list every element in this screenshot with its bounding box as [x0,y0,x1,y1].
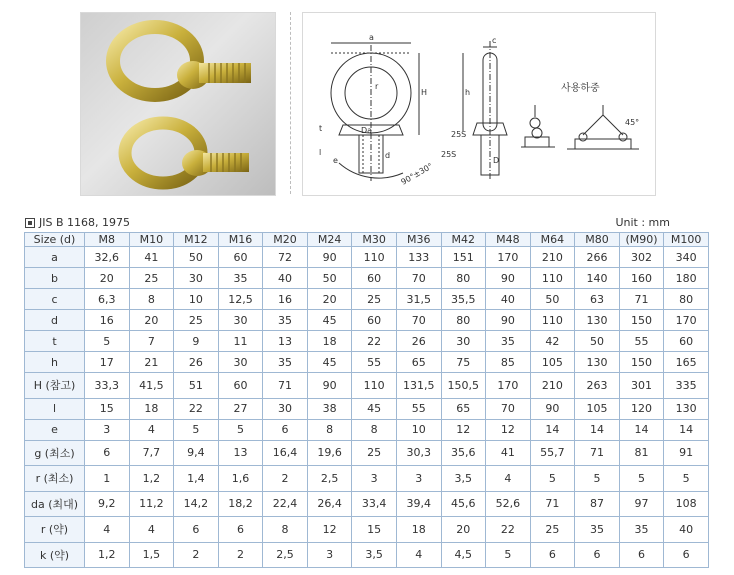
surface-25s-a: 25S [451,130,467,139]
table-cell: 5 [174,419,219,440]
table-cell: 45,6 [441,491,486,517]
corner-header: Size (d) [25,233,85,247]
table-cell: 17 [85,352,130,373]
table-cell: 35,6 [441,440,486,466]
table-cell: 14 [619,419,664,440]
row-label: d [25,310,85,331]
table-row [25,352,709,373]
table-cell: 22 [486,517,531,543]
table-cell: 3 [396,466,441,492]
row-label: a [25,247,85,268]
table-cell: 11,2 [129,491,174,517]
table-cell: 170 [486,373,531,399]
table-cell: 35,5 [441,289,486,310]
table-cell: 35 [486,331,531,352]
table-cell: 1,6 [218,466,263,492]
table-cell: 14 [575,419,620,440]
table-cell: 72 [263,247,308,268]
table-cell: 55 [352,352,397,373]
table-cell: 85 [486,352,531,373]
table-cell: 12,5 [218,289,263,310]
row-label: c [25,289,85,310]
row-label: g (최소) [25,440,85,466]
table-cell: 12 [307,517,352,543]
table-cell: 60 [664,331,709,352]
table-cell: 80 [664,289,709,310]
size-header: M80 [575,233,620,247]
table-cell: 3 [352,466,397,492]
table-cell: 18 [396,517,441,543]
table-cell: 13 [218,440,263,466]
angle-45: 45° [625,118,640,127]
table-cell: 25 [174,310,219,331]
table-cell: 35 [263,310,308,331]
table-cell: 2,5 [307,466,352,492]
size-header: (M90) [619,233,664,247]
dim-r: r [375,82,379,91]
table-cell: 151 [441,247,486,268]
table-cell: 35 [575,517,620,543]
table-cell: 70 [486,398,531,419]
table-cell: 50 [307,268,352,289]
standard-caption [25,216,130,229]
table-row [25,268,709,289]
table-cell: 15 [352,517,397,543]
row-label: r (약) [25,517,85,543]
table-cell: 90 [530,398,575,419]
table-cell: 140 [575,268,620,289]
table-cell: 5 [218,419,263,440]
table-cell: 302 [619,247,664,268]
table-cell: 8 [307,419,352,440]
table-cell: 5 [486,542,531,568]
dim-e: e [333,156,338,165]
table-cell: 9 [174,331,219,352]
table-cell: 55 [396,398,441,419]
table-cell: 31,5 [396,289,441,310]
table-cell: 70 [396,310,441,331]
table-cell: 4 [129,419,174,440]
table-cell: 38 [307,398,352,419]
table-cell: 170 [486,247,531,268]
table-cell: 1 [85,466,130,492]
size-header: M10 [129,233,174,247]
eye-bolt-drawing [303,13,655,195]
table-cell: 110 [530,310,575,331]
table-cell: 70 [396,268,441,289]
table-cell: 30,3 [396,440,441,466]
table-cell: 22 [174,398,219,419]
table-cell: 7 [129,331,174,352]
table-cell: 30 [263,398,308,419]
row-label: da (최대) [25,491,85,517]
table-cell: 8 [352,419,397,440]
table-cell: 71 [263,373,308,399]
table-cell: 12 [486,419,531,440]
table-cell: 6 [575,542,620,568]
row-label: H (참고) [25,373,85,399]
row-label: r (최소) [25,466,85,492]
table-cell: 4 [486,466,531,492]
table-cell: 80 [441,268,486,289]
table-cell: 50 [530,289,575,310]
table-cell: 35 [218,268,263,289]
dim-angle: 90°±30° [399,161,435,187]
table-cell: 10 [174,289,219,310]
product-photo [80,12,276,196]
table-cell: 40 [263,268,308,289]
table-row [25,289,709,310]
dim-h: h [465,88,471,97]
table-cell: 150,5 [441,373,486,399]
table-cell: 20 [307,289,352,310]
size-header: M16 [218,233,263,247]
table-cell: 131,5 [396,373,441,399]
table-cell: 19,6 [307,440,352,466]
dim-a: a [369,33,374,42]
table-cell: 16 [85,310,130,331]
table-cell: 1,4 [174,466,219,492]
size-header: M36 [396,233,441,247]
size-header: M48 [486,233,531,247]
size-header: M12 [174,233,219,247]
row-label: b [25,268,85,289]
table-cell: 87 [575,491,620,517]
table-cell: 90 [486,310,531,331]
square-bullet-icon [25,218,35,228]
table-cell: 5 [85,331,130,352]
table-cell: 14 [530,419,575,440]
table-cell: 5 [575,466,620,492]
size-header: M100 [664,233,709,247]
table-cell: 340 [664,247,709,268]
table-cell: 51 [174,373,219,399]
table-cell: 39,4 [396,491,441,517]
table-cell: 180 [664,268,709,289]
table-cell: 5 [664,466,709,492]
table-cell: 25 [352,289,397,310]
table-cell: 65 [396,352,441,373]
table-cell: 40 [486,289,531,310]
table-cell: 301 [619,373,664,399]
table-cell: 32,6 [85,247,130,268]
table-cell: 60 [218,247,263,268]
size-header: M64 [530,233,575,247]
table-cell: 30 [441,331,486,352]
table-cell: 5 [619,466,664,492]
table-cell: 130 [575,310,620,331]
table-cell: 130 [575,352,620,373]
table-cell: 45 [307,352,352,373]
table-cell: 14,2 [174,491,219,517]
table-cell: 14 [664,419,709,440]
table-cell: 18,2 [218,491,263,517]
table-cell: 15 [85,398,130,419]
spec-table [24,232,709,568]
table-row [25,542,709,568]
table-cell: 50 [575,331,620,352]
table-cell: 60 [352,310,397,331]
table-cell: 4 [396,542,441,568]
row-label: k (약) [25,542,85,568]
table-cell: 165 [664,352,709,373]
table-cell: 110 [352,373,397,399]
table-cell: 71 [619,289,664,310]
table-cell: 1,5 [129,542,174,568]
table-cell: 133 [396,247,441,268]
table-cell: 6 [218,517,263,543]
table-cell: 263 [575,373,620,399]
table-cell: 105 [575,398,620,419]
table-cell: 1,2 [85,542,130,568]
table-cell: 25 [352,440,397,466]
row-label: l [25,398,85,419]
table-cell: 55 [619,331,664,352]
table-cell: 20 [129,310,174,331]
table-body [25,247,709,568]
table-cell: 3 [307,542,352,568]
table-cell: 26,4 [307,491,352,517]
table-cell: 22 [352,331,397,352]
table-cell: 33,4 [352,491,397,517]
table-cell: 75 [441,352,486,373]
table-cell: 130 [664,398,709,419]
table-cell: 63 [575,289,620,310]
table-cell: 150 [619,310,664,331]
table-cell: 4 [85,517,130,543]
technical-drawing [302,12,656,196]
table-cell: 20 [441,517,486,543]
table-cell: 90 [307,373,352,399]
dim-l: l [319,148,322,157]
table-cell: 90 [307,247,352,268]
table-cell: 6 [85,440,130,466]
table-cell: 7,7 [129,440,174,466]
table-cell: 22,4 [263,491,308,517]
table-cell: 210 [530,373,575,399]
table-cell: 35 [619,517,664,543]
table-cell: 81 [619,440,664,466]
table-cell: 40 [664,517,709,543]
dim-c: c [492,36,497,45]
table-cell: 6 [263,419,308,440]
table-cell: 4,5 [441,542,486,568]
table-cell: 33,3 [85,373,130,399]
standard-label: JIS B 1168, 1975 [39,216,130,229]
table-cell: 41 [486,440,531,466]
table-cell: 18 [129,398,174,419]
eye-bolt-photo [81,13,275,195]
table-cell: 21 [129,352,174,373]
table-cell: 6 [174,517,219,543]
table-row [25,373,709,399]
table-row [25,398,709,419]
size-header: M30 [352,233,397,247]
table-cell: 120 [619,398,664,419]
table-header-row [25,233,709,247]
table-row [25,247,709,268]
table-cell: 2 [218,542,263,568]
table-cell: 5 [530,466,575,492]
table-cell: 60 [218,373,263,399]
size-header: M24 [307,233,352,247]
table-cell: 90 [486,268,531,289]
table-cell: 71 [575,440,620,466]
table-cell: 6 [530,542,575,568]
table-row [25,310,709,331]
table-cell: 50 [174,247,219,268]
dim-t: t [319,124,323,133]
table-cell: 20 [85,268,130,289]
table-cell: 3,5 [352,542,397,568]
size-header: M42 [441,233,486,247]
table-cell: 65 [441,398,486,419]
table-cell: 30 [218,352,263,373]
table-cell: 35 [263,352,308,373]
table-cell: 80 [441,310,486,331]
size-header: M8 [85,233,130,247]
table-cell: 18 [307,331,352,352]
table-row [25,517,709,543]
table-cell: 30 [218,310,263,331]
table-cell: 170 [664,310,709,331]
unit-label: Unit : mm [615,216,670,229]
table-cell: 52,6 [486,491,531,517]
table-cell: 6 [664,542,709,568]
table-cell: 9,2 [85,491,130,517]
table-cell: 26 [396,331,441,352]
usage-load-label: 사용하중 [561,83,600,94]
table-cell: 25 [530,517,575,543]
table-row [25,440,709,466]
size-header: M20 [263,233,308,247]
table-cell: 4 [129,517,174,543]
table-row [25,331,709,352]
table-cell: 16 [263,289,308,310]
table-cell: 2 [174,542,219,568]
dim-da: Da [361,126,373,135]
table-cell: 16,4 [263,440,308,466]
table-cell: 10 [396,419,441,440]
table-cell: 60 [352,268,397,289]
table-cell: 45 [352,398,397,419]
dim-D: D [493,156,500,165]
table-cell: 266 [575,247,620,268]
dim-d: d [385,151,391,160]
table-cell: 3 [85,419,130,440]
row-label: h [25,352,85,373]
table-cell: 55,7 [530,440,575,466]
table-cell: 6,3 [85,289,130,310]
table-cell: 91 [664,440,709,466]
table-cell: 25 [129,268,174,289]
table-cell: 8 [263,517,308,543]
table-cell: 71 [530,491,575,517]
table-cell: 45 [307,310,352,331]
row-label: e [25,419,85,440]
row-label: t [25,331,85,352]
table-cell: 3,5 [441,466,486,492]
table-row [25,419,709,440]
table-row [25,491,709,517]
table-cell: 8 [129,289,174,310]
table-cell: 108 [664,491,709,517]
table-cell: 150 [619,352,664,373]
table-cell: 6 [619,542,664,568]
table-cell: 27 [218,398,263,419]
table-cell: 335 [664,373,709,399]
table-cell: 42 [530,331,575,352]
table-cell: 110 [352,247,397,268]
table-cell: 13 [263,331,308,352]
table-cell: 2 [263,466,308,492]
table-cell: 11 [218,331,263,352]
table-row [25,466,709,492]
table-cell: 210 [530,247,575,268]
surface-25s-b: 25S [441,150,457,159]
table-cell: 2,5 [263,542,308,568]
table-cell: 41 [129,247,174,268]
table-cell: 1,2 [129,466,174,492]
table-cell: 26 [174,352,219,373]
separator [290,12,291,194]
table-cell: 12 [441,419,486,440]
table-cell: 30 [174,268,219,289]
table-cell: 97 [619,491,664,517]
dim-H: H [421,88,428,97]
table-cell: 41,5 [129,373,174,399]
table-cell: 105 [530,352,575,373]
table-cell: 9,4 [174,440,219,466]
table-cell: 160 [619,268,664,289]
table-cell: 110 [530,268,575,289]
